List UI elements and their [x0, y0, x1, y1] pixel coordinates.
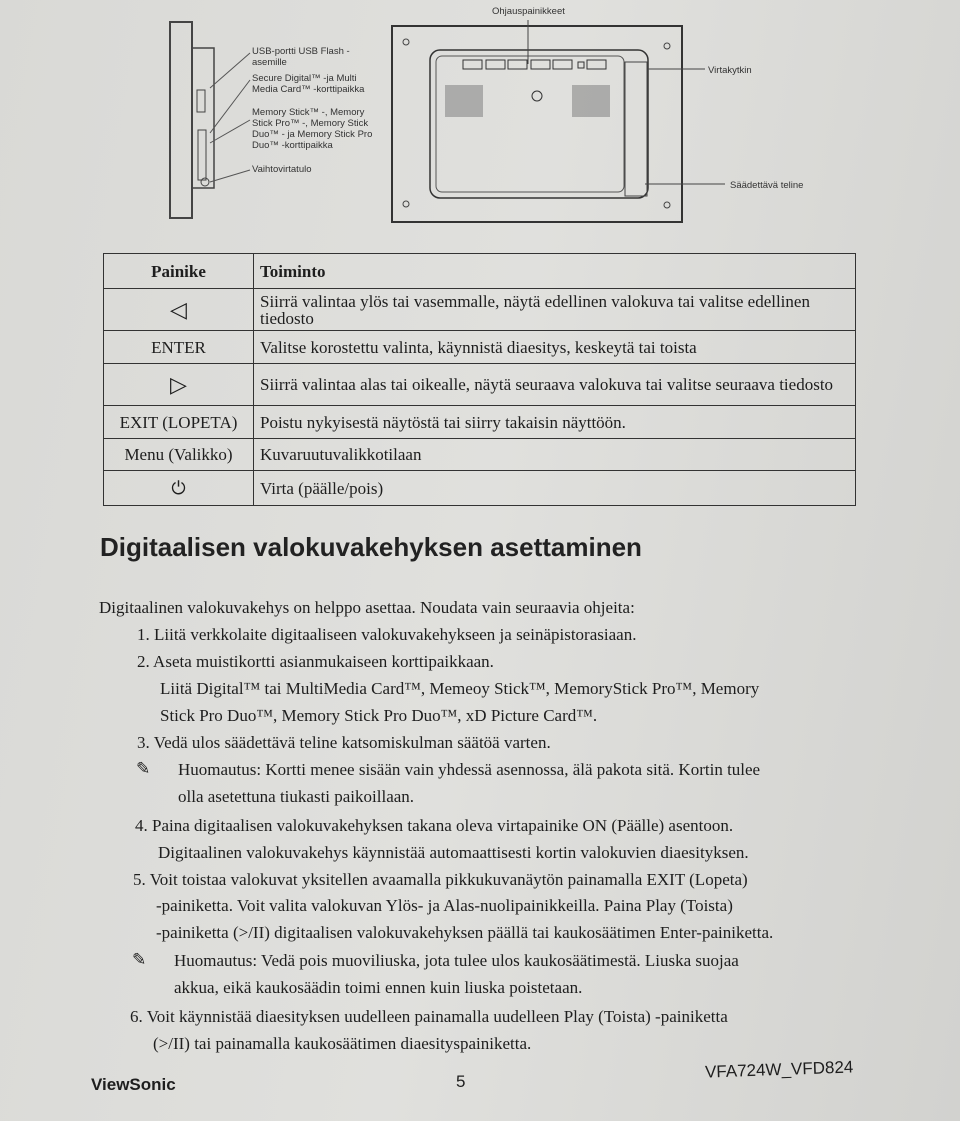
row-key: Menu (Valikko) [104, 439, 254, 471]
left-arrow-icon: ◁ [104, 289, 254, 331]
right-arrow-icon: ▷ [104, 364, 254, 406]
table-row [104, 364, 856, 406]
step-4: 4. Paina digitaalisen valokuvakehyksen takana oleva virtapainike ON (Päälle) asentoon. [135, 816, 734, 835]
pencil-icon: ✎ [136, 759, 151, 778]
section-title: Digitaalisen valokuvakehyksen asettaminen [100, 532, 642, 562]
label-sd: Secure Digital™ -ja Multi Media Card™ -korttipaikka [252, 73, 365, 95]
step-2-detail: Liitä Digital™ tai MultiMedia Card™, Memeoy Stick™, MemoryStick Pro™, Memory [160, 679, 760, 698]
label-stand: Säädettävä teline [730, 180, 804, 191]
label-usb: USB-portti USB Flash -asemille [252, 46, 350, 68]
row-key: ENTER [104, 331, 254, 364]
table-row [104, 471, 856, 506]
step-6-detail: (>/II) tai painamalla kaukosäätimen diaesityspainiketta. [153, 1034, 532, 1053]
step-1: 1. Liitä verkkolaite digitaaliseen valokuvakehykseen ja seinäpistorasiaan. [137, 625, 637, 644]
step-5: 5. Voit toistaa valokuvat yksitellen avaamalla pikkukuvanäytön painamalla EXIT (Lopeta) [133, 870, 748, 889]
step-5-detail: -painiketta. Voit valita valokuvan Ylös- ja Alas-nuolipainikkeilla. Paina Play (Toista) [156, 896, 733, 915]
table-row [104, 406, 856, 439]
row-function: Poistu nykyisestä näytöstä tai siirry takaisin näyttöön. [254, 406, 856, 439]
table-row [104, 439, 856, 471]
pencil-icon: ✎ [132, 950, 147, 969]
model-number: VFA724W_VFD824 [704, 1057, 854, 1082]
button-function-table [103, 253, 856, 506]
note-1: olla asetettuna tiukasti paikoillaan. [178, 787, 415, 806]
row-function: Siirrä valintaa ylös tai vasemmalle, näytä edellinen valokuva tai valitse edellinen tiedosto [254, 289, 856, 331]
step-5-detail: -painiketta (>/II) digitaalisen valokuvakehyksen päällä tai kaukosäätimen Enter-painiketta. [156, 923, 774, 942]
intro-text: Digitaalinen valokuvakehys on helppo asettaa. Noudata vain seuraavia ohjeita: [99, 598, 635, 617]
note-2: akkua, eikä kaukosäädin toimi ennen kuin liuska poistetaan. [174, 978, 583, 997]
table-row [104, 331, 856, 364]
label-dc-in: Vaihtovirtatulo [252, 164, 312, 175]
step-2-detail: Stick Pro Duo™, Memory Stick Pro Duo™, xD Picture Card™. [160, 706, 598, 725]
step-3: 3. Vedä ulos säädettävä teline katsomiskulman säätöä varten. [137, 733, 551, 752]
device-side-diagram [165, 18, 255, 223]
brand-logo: ViewSonic [91, 1075, 176, 1094]
label-memory-stick: Memory Stick™ -, Memory Stick Pro™ -, Memory Stick Duo™ - ja Memory Stick Pro Duo™ -korttipaikka [252, 107, 373, 151]
label-control-buttons: Ohjauspainikkeet [492, 6, 565, 17]
header-button: Painike [104, 254, 254, 289]
power-icon: ⏻ [104, 471, 254, 506]
row-function: Virta (päälle/pois) [254, 471, 856, 506]
page-number: 5 [456, 1072, 466, 1091]
row-function: Kuvaruutuvalikkotilaan [254, 439, 856, 471]
row-function: Valitse korostettu valinta, käynnistä diaesitys, keskeytä tai toista [254, 331, 856, 364]
table-row [104, 289, 856, 331]
step-6: 6. Voit käynnistää diaesityksen uudelleen painamalla uudelleen Play (Toista) -painiketta [130, 1007, 728, 1026]
step-4-detail: Digitaalinen valokuvakehys käynnistää automaattisesti kortin valokuvien diaesityksen. [158, 843, 749, 862]
note-2: Huomautus: Vedä pois muoviliuska, jota tulee ulos kaukosäätimestä. Liuska suojaa [174, 951, 739, 970]
row-function: Siirrä valintaa alas tai oikealle, näytä seuraava valokuva tai valitse seuraava tiedosto [254, 364, 856, 406]
note-1: Huomautus: Kortti menee sisään vain yhdessä asennossa, älä pakota sitä. Kortin tulee [178, 760, 761, 779]
row-key: EXIT (LOPETA) [104, 406, 254, 439]
step-2: 2. Aseta muistikortti asianmukaiseen korttipaikkaan. [137, 652, 494, 671]
label-power-switch: Virtakytkin [708, 65, 752, 76]
header-function: Toiminto [254, 254, 856, 289]
device-back-diagram [390, 18, 810, 228]
